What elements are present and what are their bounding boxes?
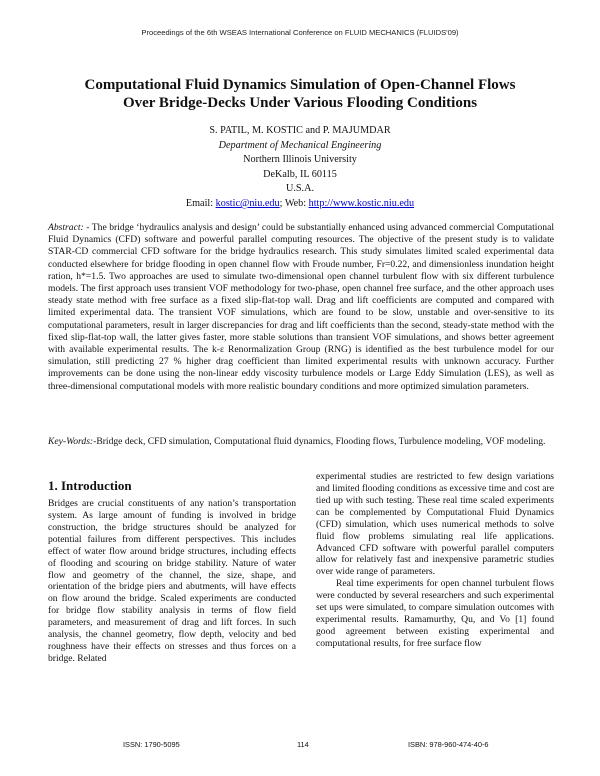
right-column: [316, 471, 554, 650]
footer-page-number: 114: [297, 740, 309, 749]
title-line-1: Computational Fluid Dynamics Simulation of Open-Channel Flows: [84, 77, 516, 93]
country: U.S.A.: [285, 183, 315, 195]
department: Department of Mechanical Engineering: [218, 139, 382, 151]
footer-issn: ISSN: 1790-5095: [123, 740, 180, 749]
abstract: [48, 222, 554, 393]
intro-paragraph-1-cont: experimental studies are restricted to few design variations and limited flooding conditions as excessive time and cost are tied up with such testing. These real time scaled experiments can be complemented by Computational Fluid Dynamics (CFD) simulation, which uses numerical methods to solve fluid flow problems simulating real life applications. Advanced CFD software with powerful parallel computers allow for relatively fast and inexpensive parametric studies over wide range of parameters.: [316, 471, 554, 578]
left-column: [48, 498, 296, 665]
web-link[interactable]: http://www.kostic.niu.edu: [308, 197, 415, 209]
paper-title: [40, 76, 560, 112]
keywords-text: -Bridge deck, CFD simulation, Computational fluid dynamics, Flooding flows, Turbulence modeling, VOF modeling.: [93, 436, 546, 447]
intro-paragraph-2: Real time experiments for open channel turbulent flows were conducted by several researchers and such experimental set ups were simulated, to compare simulation outcomes with experimental results. Ramamurthy, Qu, and Vo [1] found good agreement between existing experimental and computational results, for free surface flow: [316, 578, 554, 649]
email-link[interactable]: kostic@niu.edu: [215, 197, 280, 209]
author-block: [0, 124, 600, 212]
city: DeKalb, IL 60115: [263, 168, 337, 180]
abstract-label: Abstract:: [48, 222, 84, 233]
abstract-text: - The bridge ‘hydraulics analysis and design’ could be substantially enhanced using advanced commercial Computational Fluid Dynamics (CFD) software and powerful parallel computing resources. The objective of the present study is to validate STAR-CD commercial CFD software for the bridge hydraulics research. This study simulates limited scaled experimental data conducted elsewhere for bridge flooding in open channel flow with Froude number, Fr=0.22, and dimensionless inundation height ration, h*=1.5. Two approaches are used to simulate two-dimensional open channel turbulent flow with six different turbulence models. The first approach uses transient VOF methodology for two-phase, open channel free surface, and the other approach uses steady state method with free surface as a fixed slip-flat-top wall. Drag and lift coefficients are computed and compared with limited experimental data. The transient VOF simulations, which are found to be slow, unstable and over-sensitive to its computational parameters, result in larger discrepancies for drag and lift coefficients than the second, steady-state method with the fixed slip-flat-top wall, the latter gives faster, more stable solutions than transient VOF simulations, and shows better agreement with available experimental results. The k-ε Renormalization Group (RNG) is identified as the best turbulence model for our simulation, still predicting 27 % higher drag coefficient than limited experimental results with unknown accuracy. Further improvements can be done using the non-linear eddy viscosity turbulence models or Large Eddy Simulation (LES), as well as three-dimensional computational models with more realistic boundary conditions and more optimized simulation parameters.: [48, 222, 554, 392]
footer-isbn: ISBN: 978-960-474-40-6: [408, 740, 489, 749]
keywords-label: Key-Words:: [48, 436, 94, 447]
web-label: ; Web:: [279, 197, 307, 209]
running-head: Proceedings of the 6th WSEAS International Conference on FLUID MECHANICS (FLUIDS'09): [141, 28, 459, 37]
title-line-2: Over Bridge-Decks Under Various Flooding Conditions: [122, 95, 478, 111]
author-names: S. PATIL, M. KOSTIC and P. MAJUMDAR: [209, 125, 391, 136]
keywords: [48, 436, 554, 448]
contact-line: [0, 197, 600, 212]
intro-paragraph-1: Bridges are crucial constituents of any nation’s transportation system. As large amount of funding is involved in bridge construction, the bridge structures should be analyzed for potential failures from different perspectives. This includes effect of water flow around bridge structures, including effects of flooding and scouring on bridge stability. Nature of water flow and geometry of the channel, the size, shape, and orientation of the bridge piers and abutments, will have effects on flow around the bridge. Scaled experiments are conducted for bridge flow stability analysis in terms of flow field parameters, and measurement of drag and lift forces. In such analysis, the channel geometry, flow depth, velocity and bed roughness have their effects on stresses and thus forces on a bridge. Related: [48, 498, 296, 664]
email-label: Email:: [185, 197, 214, 209]
university: Northern Illinois University: [243, 154, 357, 166]
section-heading-introduction: 1. Introduction: [48, 478, 132, 493]
